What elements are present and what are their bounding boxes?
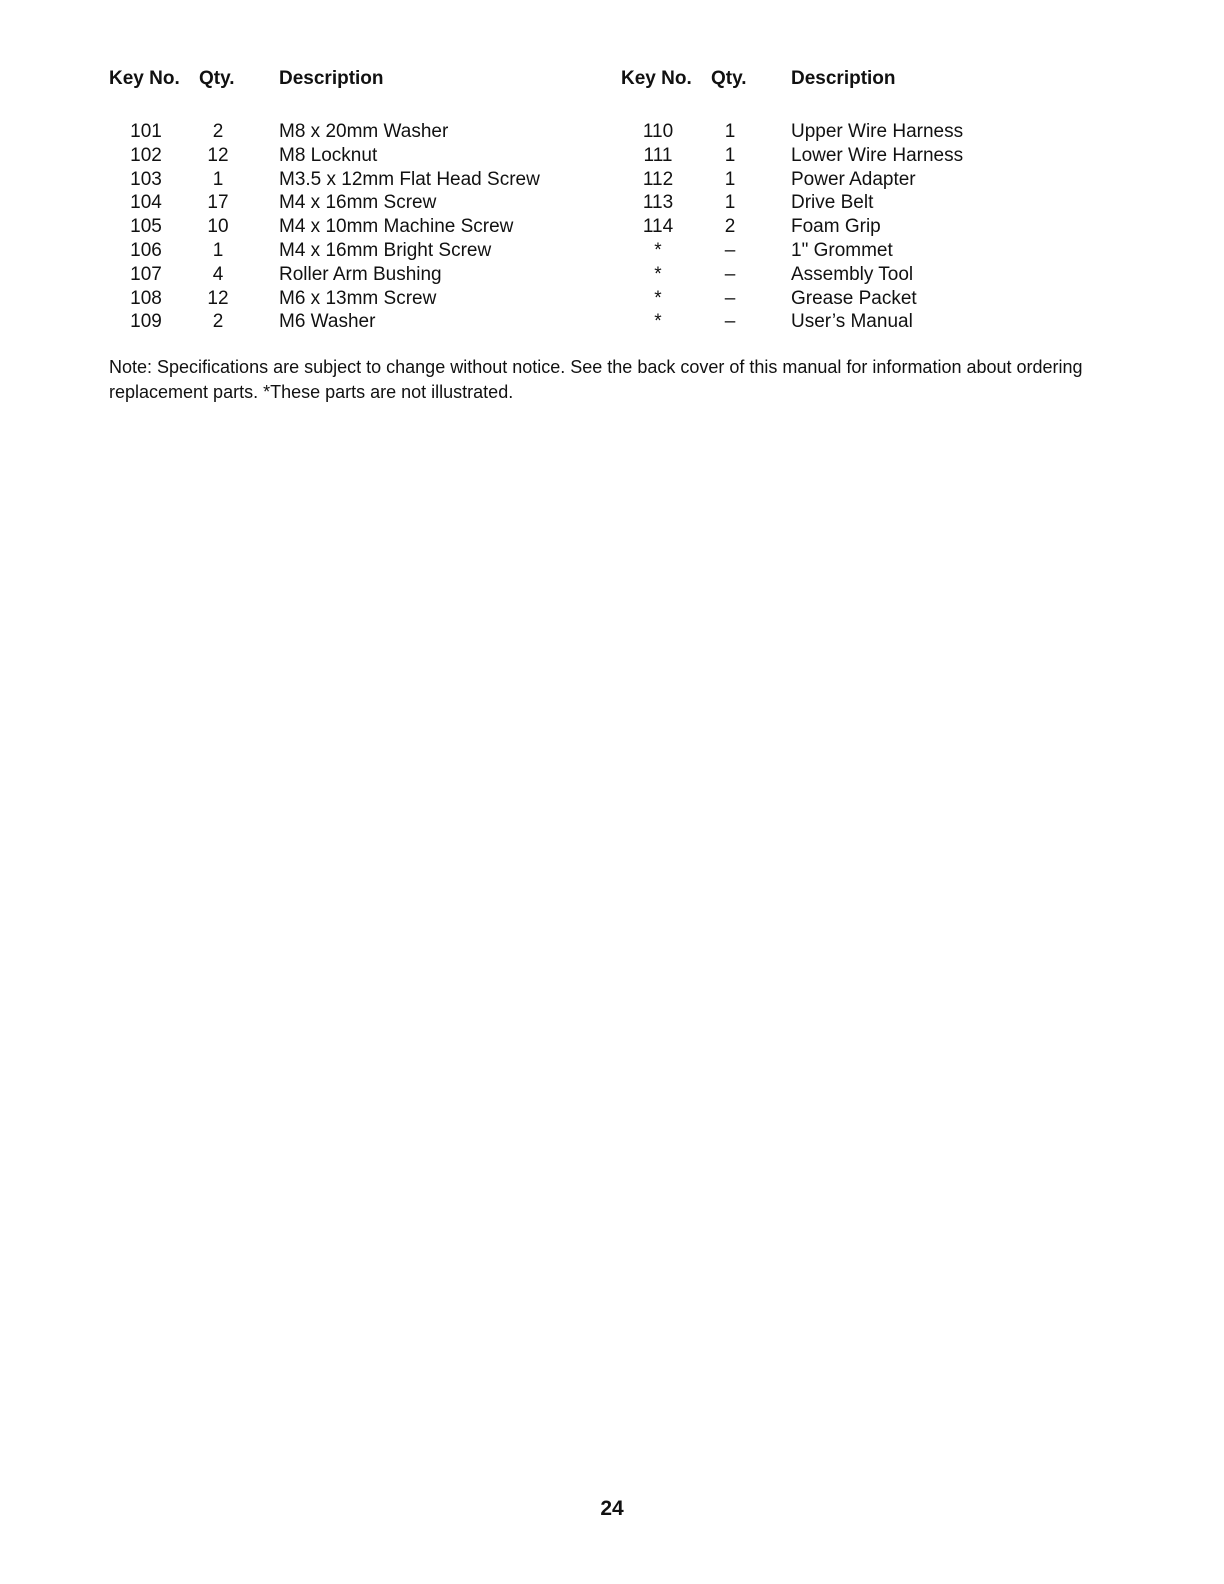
note-text: Note: Specifications are subject to change without notice. See the back cover of this manual for information about ordering replacement parts. *These parts are not illustrated. [109, 357, 1083, 402]
part-key-no: 101 [130, 121, 162, 142]
table-row [109, 168, 579, 192]
part-description: M4 x 10mm Machine Screw [279, 216, 514, 238]
table-row [109, 144, 579, 168]
header-qty: Qty. [711, 68, 747, 89]
table-row [109, 215, 579, 239]
part-qty: 4 [212, 263, 224, 285]
part-key-no: 112 [642, 168, 674, 190]
table-row [621, 263, 1091, 287]
part-description: M6 x 13mm Screw [279, 287, 437, 309]
part-qty: 12 [207, 287, 229, 309]
part-key-no: 114 [642, 216, 674, 238]
table-row [109, 120, 579, 144]
part-key-no: 104 [130, 192, 162, 214]
part-key-no: 107 [130, 263, 162, 285]
part-key-no: 102 [130, 144, 162, 166]
part-description: Lower Wire Harness [791, 144, 964, 166]
table-row [621, 215, 1091, 239]
parts-table-left [109, 68, 579, 334]
part-description: M3.5 x 12mm Flat Head Screw [279, 168, 540, 190]
part-description: Foam Grip [791, 216, 881, 238]
table-row [621, 239, 1091, 263]
table-header [109, 68, 579, 94]
parts-table-right [621, 68, 1091, 334]
part-description: Power Adapter [791, 168, 916, 190]
part-qty: 2 [212, 311, 224, 333]
part-key-no: 113 [642, 192, 674, 214]
parts-rows-left [109, 120, 579, 334]
part-description: Assembly Tool [791, 263, 914, 285]
part-qty: 1 [724, 121, 736, 142]
part-key-no: 106 [130, 239, 162, 261]
table-row [109, 191, 579, 215]
part-key-no: * [654, 239, 662, 261]
part-key-no: 103 [130, 168, 162, 190]
part-qty: – [724, 239, 736, 261]
part-key-no: * [654, 287, 662, 309]
part-description: Drive Belt [791, 192, 874, 214]
part-qty: – [724, 311, 736, 333]
part-qty: 1 [724, 168, 736, 190]
part-description: Upper Wire Harness [791, 121, 964, 142]
table-row [621, 310, 1091, 334]
part-description: M4 x 16mm Bright Screw [279, 239, 492, 261]
part-description: M6 Washer [279, 311, 376, 333]
part-key-no: 108 [130, 287, 162, 309]
header-description: Description [279, 68, 384, 89]
header-description: Description [791, 68, 896, 89]
part-description: M8 Locknut [279, 144, 378, 166]
part-qty: 2 [724, 216, 736, 238]
header-key-no: Key No. [109, 68, 180, 89]
part-qty: 10 [207, 216, 229, 238]
part-description: M8 x 20mm Washer [279, 121, 449, 142]
part-qty: 1 [212, 168, 224, 190]
table-row [109, 263, 579, 287]
part-qty: 17 [207, 192, 229, 214]
part-description: User’s Manual [791, 311, 913, 333]
table-row [621, 287, 1091, 311]
part-key-no: 105 [130, 216, 162, 238]
part-description: Grease Packet [791, 287, 917, 309]
part-description: Roller Arm Bushing [279, 263, 442, 285]
part-key-no: 111 [643, 144, 673, 166]
table-row [621, 144, 1091, 168]
part-description: M4 x 16mm Screw [279, 192, 437, 214]
part-key-no: * [654, 311, 662, 333]
part-qty: 1 [724, 192, 736, 214]
part-key-no: 110 [642, 121, 674, 142]
table-header [621, 68, 1091, 94]
parts-rows-right [621, 120, 1091, 334]
part-qty: 1 [212, 239, 224, 261]
part-description: 1" Grommet [791, 239, 893, 261]
table-row [621, 120, 1091, 144]
header-qty: Qty. [199, 68, 235, 89]
table-row [109, 239, 579, 263]
header-key-no: Key No. [621, 68, 692, 89]
part-qty: 2 [212, 121, 224, 142]
part-key-no: * [654, 263, 662, 285]
table-row [109, 310, 579, 334]
page-number: 24 [600, 1497, 624, 1520]
table-row [621, 191, 1091, 215]
part-key-no: 109 [130, 311, 162, 333]
table-row [621, 168, 1091, 192]
part-qty: 12 [207, 144, 229, 166]
part-qty: – [724, 287, 736, 309]
part-qty: 1 [724, 144, 736, 166]
part-qty: – [724, 263, 736, 285]
table-row [109, 287, 579, 311]
